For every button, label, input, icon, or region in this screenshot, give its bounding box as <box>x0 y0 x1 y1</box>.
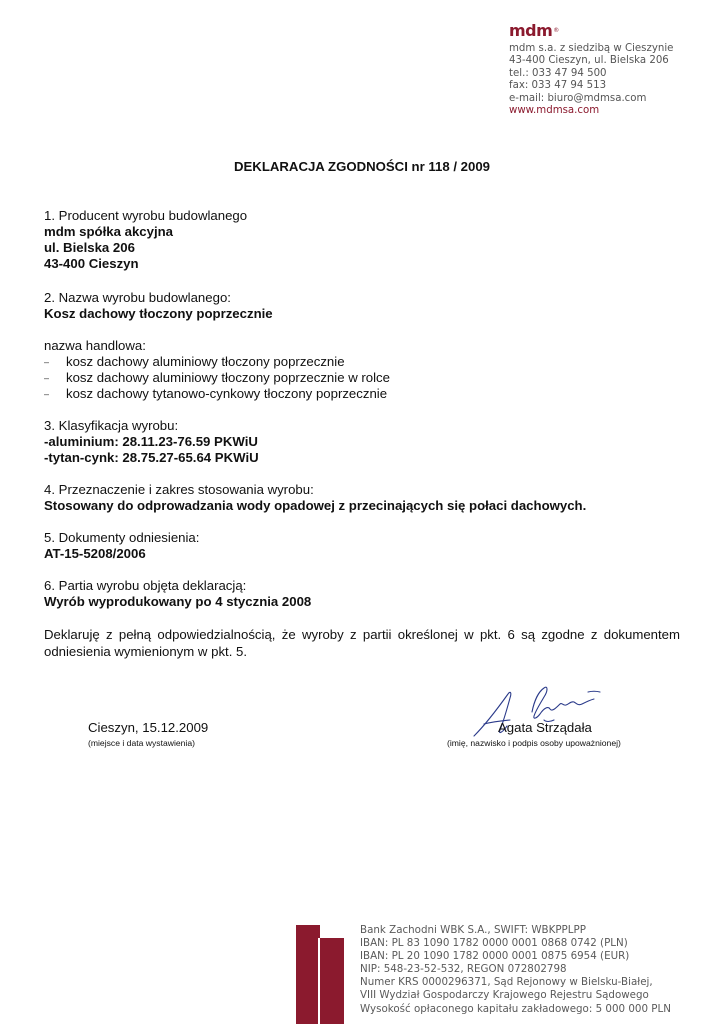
company-email-line: e-mail: biuro@mdmsa.com <box>509 92 647 104</box>
logo-text: mdm <box>509 21 553 40</box>
company-contact-block <box>509 43 673 117</box>
section-classification <box>44 418 259 466</box>
company-logo <box>509 22 559 40</box>
document-title: DEKLARACJA ZGODNOŚCI nr 118 / 2009 <box>233 159 490 174</box>
classification-aluminium: -aluminium: 28.11.23-76.59 PKWiU <box>44 434 258 449</box>
company-website-link[interactable]: www.mdmsa.com <box>509 104 600 116</box>
signatory-name: Agata Strządała <box>498 720 592 735</box>
trade-name-list <box>0 354 724 402</box>
company-name-line: mdm s.a. z siedzibą w Cieszynie <box>509 43 674 54</box>
section-3-heading: 3. Klasyfikacja wyrobu: <box>44 418 179 433</box>
section-6-heading: 6. Partia wyrobu objęta deklaracją: <box>44 578 247 593</box>
registered-mark: ® <box>553 27 559 34</box>
capital-line: Wysokość opłaconego kapitału zakładowego: 5 000 000 PLN <box>360 1002 671 1015</box>
section-product-name <box>44 290 273 322</box>
footer-logo-bar-left <box>296 925 320 1024</box>
section-batch <box>44 578 311 610</box>
bank-info-block <box>360 924 671 1016</box>
section-5-heading: 5. Dokumenty odniesienia: <box>44 530 200 545</box>
section-1-heading: 1. Producent wyrobu budowlanego <box>44 208 248 223</box>
place-date-caption: (miejsce i data wystawienia) <box>88 738 195 748</box>
signatory-caption: (imię, nazwisko i podpis osoby upoważnionej) <box>447 738 621 748</box>
declaration-paragraph: Deklaruję z pełną odpowiedzialnością, że wyroby z partii określonej w pkt. 6 są zgodne z dokumentem odniesienia wymienionym w pkt. 5. <box>44 627 680 659</box>
list-bullet: – <box>44 389 50 399</box>
purpose-value: Stosowany do odprowadzania wody opadowej z przecinających się połaci dachowych. <box>44 498 587 513</box>
trade-name-item: kosz dachowy aluminiowy tłoczony poprzecznie <box>66 354 345 369</box>
producer-name: mdm spółka akcyjna <box>44 224 174 239</box>
court-line: VIII Wydział Gospodarczy Krajowego Rejestru Sądowego <box>360 989 649 1002</box>
producer-street: ul. Bielska 206 <box>44 240 135 255</box>
company-address-line: 43-400 Cieszyn, ul. Bielska 206 <box>509 55 669 67</box>
iban-eur-line: IBAN: PL 20 1090 1782 0000 0001 0875 6954 (EUR) <box>360 950 630 963</box>
reference-document-value: AT-15-5208/2006 <box>44 546 146 561</box>
section-producer <box>44 208 247 272</box>
trade-name-item: kosz dachowy aluminiowy tłoczony poprzecznie w rolce <box>66 370 390 385</box>
company-phone-line: tel.: 033 47 94 500 <box>509 67 607 79</box>
classification-titanium-zinc: -tytan-cynk: 28.75.27-65.64 PKWiU <box>44 450 259 465</box>
company-fax-line: fax: 033 47 94 513 <box>509 80 607 92</box>
trade-name-item: kosz dachowy tytanowo-cynkowy tłoczony poprzecznie <box>66 386 388 401</box>
list-bullet: – <box>44 357 50 367</box>
nip-regon-line: NIP: 548-23-52-532, REGON 072802798 <box>360 963 567 976</box>
product-name: Kosz dachowy tłoczony poprzecznie <box>44 306 273 321</box>
producer-city: 43-400 Cieszyn <box>44 256 139 271</box>
section-reference-documents <box>44 530 199 562</box>
footer-logo-bar-right <box>318 938 344 1024</box>
krs-line: Numer KRS 0000296371, Sąd Rejonowy w Bielsku-Białej, <box>360 976 653 989</box>
batch-value: Wyrób wyprodukowany po 4 stycznia 2008 <box>44 594 312 609</box>
place-date: Cieszyn, 15.12.2009 <box>88 720 209 735</box>
bank-name-line: Bank Zachodni WBK S.A., SWIFT: WBKPPLPP <box>360 924 586 936</box>
iban-pln-line: IBAN: PL 83 1090 1782 0000 0001 0868 0742 (PLN) <box>360 937 628 950</box>
trade-name-heading: nazwa handlowa: <box>44 338 146 353</box>
section-purpose <box>44 482 586 514</box>
section-2-heading: 2. Nazwa wyrobu budowlanego: <box>44 290 231 305</box>
list-bullet: – <box>44 373 50 383</box>
section-4-heading: 4. Przeznaczenie i zakres stosowania wyrobu: <box>44 482 314 497</box>
